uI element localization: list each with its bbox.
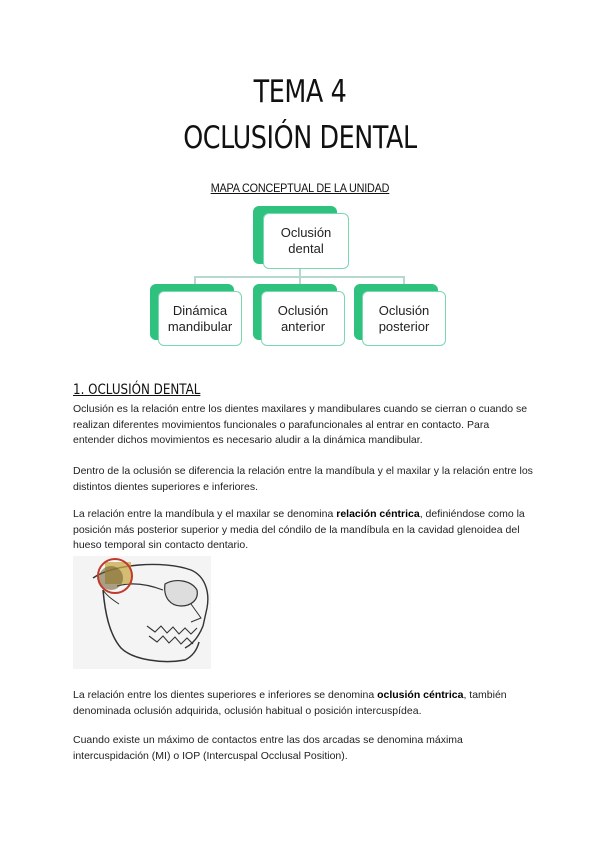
concept-root-label-line1: Oclusión	[280, 225, 332, 240]
concept-child-label-line1: Oclusión	[277, 302, 329, 318]
concept-child-label-line2: anterior	[280, 318, 326, 334]
concept-child-label-line2: mandibular	[167, 318, 233, 334]
paragraph-4	[73, 688, 533, 719]
page-title-line1: TEMA 4	[253, 74, 347, 110]
connector-line	[299, 276, 301, 284]
concept-root-label-line2: dental	[288, 241, 324, 256]
concept-child-anterior	[261, 291, 345, 346]
concept-child-label-line1: Dinámica	[172, 302, 228, 318]
paragraph-4-text: La relación entre los dientes superiores e inferiores se denomina	[73, 689, 378, 701]
connector-line	[194, 276, 196, 284]
skull-illustration	[73, 556, 211, 669]
skull-drawing	[73, 556, 211, 669]
paragraph-4-text-end: , también denominada oclusión adquirida, oclusión habitual o posición intercuspídea.	[73, 689, 507, 717]
concept-child-label-line1: Oclusión	[378, 302, 430, 318]
paragraph-2: Dentro de la oclusión se diferencia la relación entre la mandíbula y el maxilar y la relación entre los distintos dientes superiores e inferiores.	[73, 465, 533, 493]
section-heading: 1. OCLUSIÓN DENTAL	[73, 382, 201, 398]
paragraph-1: Oclusión es la relación entre los dientes maxilares y mandibulares cuando se cierran o cuando se realizan diferentes movimientos funcionales o parafuncionales al entrar en contacto. Para entender dichos movimientos es necesario aludir a la dinámica mandibular.	[73, 403, 528, 446]
paragraph-3-text: La relación entre la mandíbula y el maxilar se denomina	[73, 508, 337, 520]
relacion-centrica-term: relación céntrica	[336, 508, 420, 520]
concept-child-label-line2: posterior	[378, 318, 430, 334]
concept-child-posterior	[362, 291, 446, 346]
paragraph-3-text-end: , definiéndose como la posición más posterior superior y media del cóndilo de la mandíbula en la cavidad glenoidea del hueso temporal sin contacto dentario.	[73, 508, 525, 551]
page-title-line2: OCLUSIÓN DENTAL	[183, 120, 417, 156]
concept-child-dinamica	[158, 291, 242, 346]
oclusion-centrica-term: oclusión céntrica	[377, 689, 464, 701]
connector-line	[403, 276, 405, 284]
concept-root-box	[263, 213, 349, 269]
paragraph-5: Cuando existe un máximo de contactos entre las dos arcadas se denomina máxima intercuspidación (MI) o IOP (Intercuspal Occlusal Position).	[73, 734, 463, 762]
concept-map-title: MAPA CONCEPTUAL DE LA UNIDAD	[210, 181, 390, 195]
paragraph-3	[73, 507, 533, 554]
